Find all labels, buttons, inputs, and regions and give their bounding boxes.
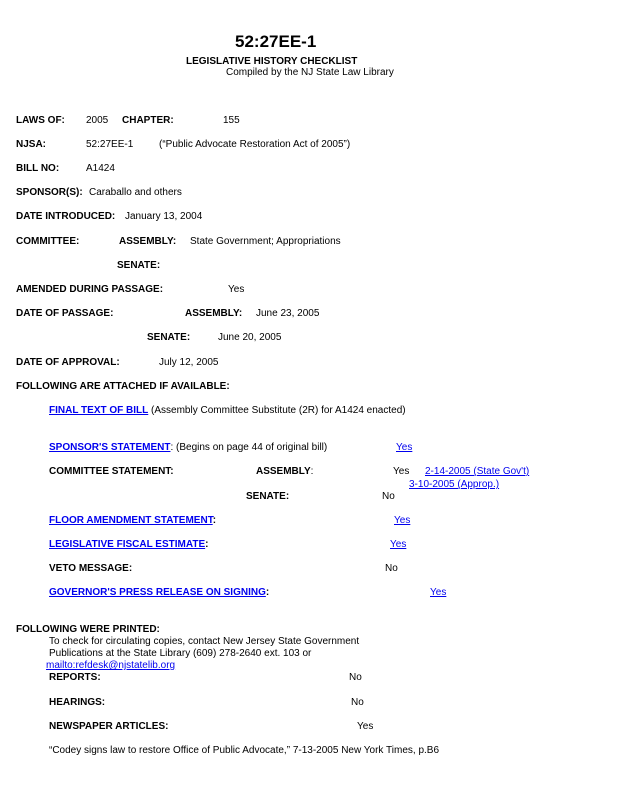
sponsors-label: SPONSOR(S): [16, 187, 83, 198]
cs-senate-value: No [382, 491, 395, 502]
attached-heading: FOLLOWING ARE ATTACHED IF AVAILABLE: [16, 381, 230, 392]
hearings-label: HEARINGS: [49, 697, 106, 708]
press-release-row [49, 587, 269, 599]
sponsors-statement-yes-link[interactable]: Yes [396, 442, 413, 453]
cs-assembly-label-wrap [256, 466, 313, 478]
committee-assembly-value: State Government; Appropriations [190, 236, 341, 247]
passage-senate-label: SENATE: [147, 332, 191, 343]
sponsors-statement-note: : (Begins on page 44 of original bill) [170, 442, 328, 453]
printed-note-line2: Publications at the State Library (609) 278-2640 ext. 103 or [49, 648, 312, 659]
veto-label: VETO MESSAGE: [49, 563, 133, 574]
amended-value: Yes [228, 284, 245, 295]
final-text-note: (Assembly Committee Substitute (2R) for A1424 enacted) [148, 405, 406, 416]
date-of-approval-value: July 12, 2005 [159, 357, 219, 368]
compiled-by: Compiled by the NJ State Law Library [226, 67, 394, 78]
fiscal-estimate-yes-link[interactable]: Yes [390, 539, 407, 550]
bill-no-value: A1424 [86, 163, 115, 174]
cs-senate-label: SENATE: [246, 491, 290, 502]
final-text-link[interactable]: FINAL TEXT OF BILL [49, 405, 149, 416]
chapter-label: CHAPTER: [122, 115, 174, 126]
press-release-colon: : [265, 587, 270, 598]
chapter-value: 155 [223, 115, 240, 126]
date-introduced-label: DATE INTRODUCED: [16, 211, 116, 222]
njsa-label: NJSA: [16, 139, 47, 150]
floor-amendment-yes-link[interactable]: Yes [394, 515, 411, 526]
newspaper-article: “Codey signs law to restore Office of Public Advocate,” 7-13-2005 New York Times, p.B6 [49, 745, 440, 756]
press-release-yes-link[interactable]: Yes [430, 587, 447, 598]
njsa-act-name: (“Public Advocate Restoration Act of 2005”) [159, 139, 351, 150]
date-introduced-value: January 13, 2004 [125, 211, 203, 222]
fiscal-estimate-colon: : [205, 539, 209, 550]
newspaper-value: Yes [357, 721, 374, 732]
page-title: 52:27EE-1 [235, 32, 317, 51]
cs-assembly-value: Yes [393, 466, 410, 477]
committee-statement-label: COMMITTEE STATEMENT: [49, 466, 174, 477]
printed-note-line1: To check for circulating copies, contact New Jersey State Government [49, 636, 360, 647]
newspaper-label: NEWSPAPER ARTICLES: [49, 721, 169, 732]
reports-value: No [349, 672, 362, 683]
laws-of-label: LAWS OF: [16, 115, 65, 126]
passage-senate-value: June 20, 2005 [218, 332, 282, 343]
reports-label: REPORTS: [49, 672, 101, 683]
fiscal-estimate-link[interactable]: LEGISLATIVE FISCAL ESTIMATE [49, 539, 206, 550]
passage-assembly-value: June 23, 2005 [256, 308, 320, 319]
bill-no-label: BILL NO: [16, 163, 60, 174]
veto-value: No [385, 563, 398, 574]
cs-assembly-colon: : [310, 466, 314, 477]
hearings-value: No [351, 697, 364, 708]
committee-senate-label: SENATE: [117, 260, 161, 271]
floor-amendment-colon: : [212, 515, 217, 526]
date-of-approval-label: DATE OF APPROVAL: [16, 357, 120, 368]
sponsors-statement-link[interactable]: SPONSOR'S STATEMENT [49, 442, 171, 453]
floor-amendment-row [49, 515, 216, 527]
page-subtitle: LEGISLATIVE HISTORY CHECKLIST [186, 56, 358, 67]
committee-label: COMMITTEE: [16, 236, 80, 247]
press-release-link[interactable]: GOVERNOR'S PRESS RELEASE ON SIGNING [49, 587, 266, 598]
cs-assembly-label: ASSEMBLY [256, 466, 311, 477]
fiscal-estimate-row [49, 539, 208, 551]
laws-of-value: 2005 [86, 115, 109, 126]
date-of-passage-label: DATE OF PASSAGE: [16, 308, 114, 319]
sponsors-value: Caraballo and others [89, 187, 182, 198]
njsa-value: 52:27EE-1 [86, 139, 134, 150]
printed-heading: FOLLOWING WERE PRINTED: [16, 624, 160, 635]
sponsors-statement-row [49, 442, 327, 454]
committee-assembly-label: ASSEMBLY: [119, 236, 177, 247]
final-text-row [49, 405, 406, 417]
email-link[interactable]: mailto:refdesk@njstatelib.org [46, 660, 176, 671]
amended-label: AMENDED DURING PASSAGE: [16, 284, 164, 295]
cs-assembly-link-state-gov[interactable]: 2-14-2005 (State Gov't) [425, 466, 530, 477]
floor-amendment-link[interactable]: FLOOR AMENDMENT STATEMENT [49, 515, 213, 526]
passage-assembly-label: ASSEMBLY: [185, 308, 243, 319]
cs-assembly-link-approp[interactable]: 3-10-2005 (Approp.) [409, 479, 500, 490]
